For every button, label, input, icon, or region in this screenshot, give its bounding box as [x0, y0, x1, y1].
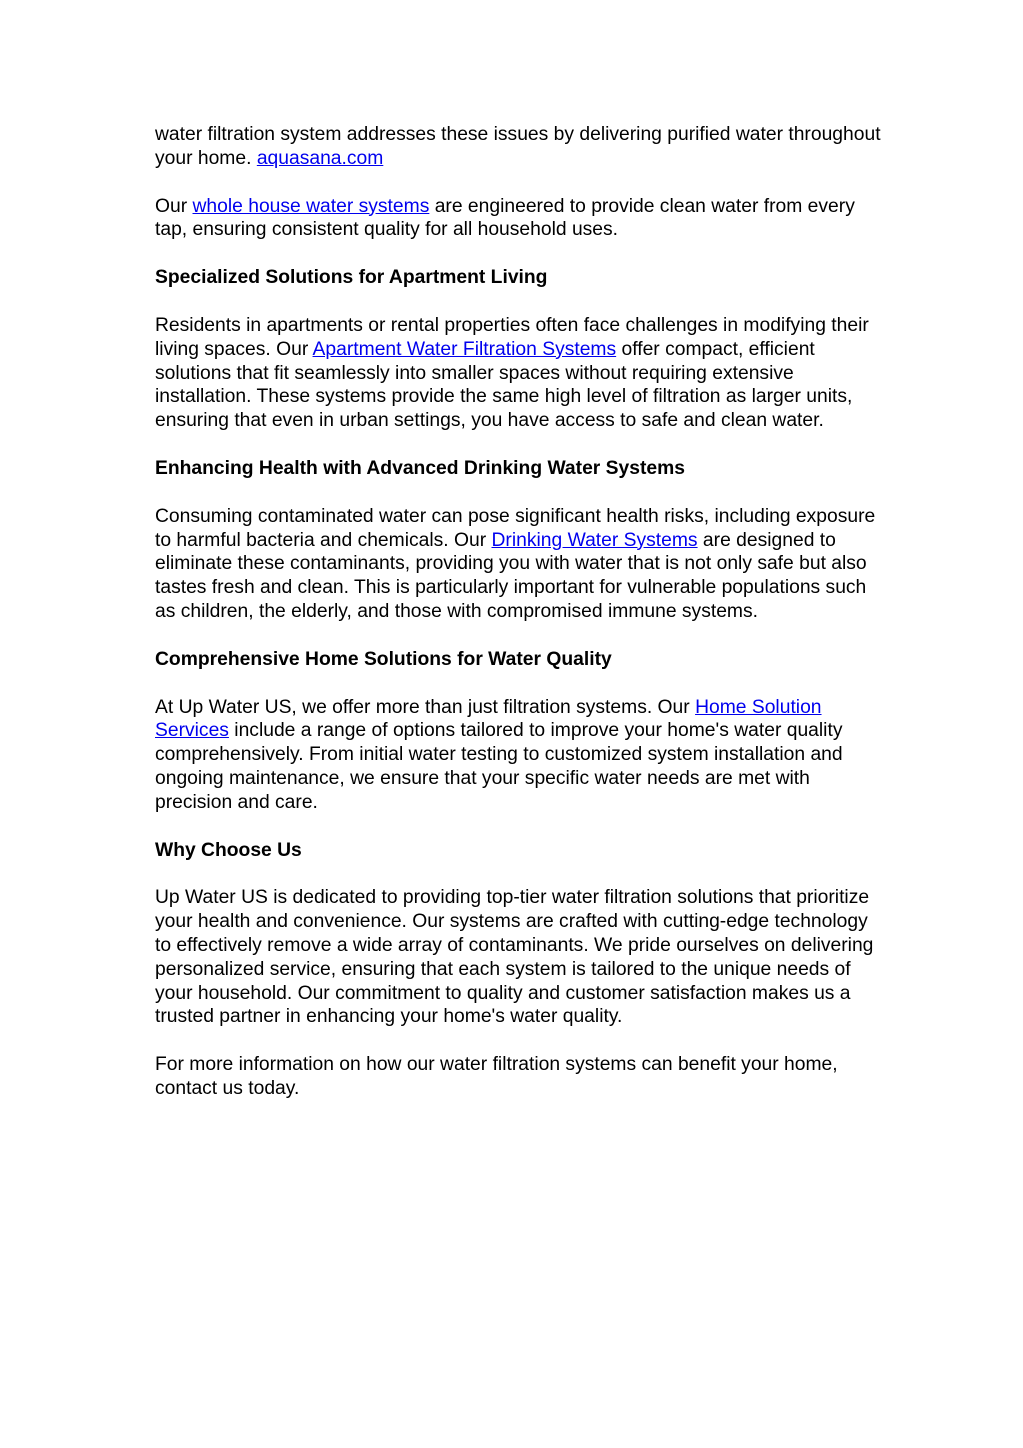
- whole-house-text-2: are engineered to provide clean water from every tap, ensuring consistent quality for all household uses.: [155, 195, 855, 241]
- aquasana-link[interactable]: aquasana.com: [256, 147, 384, 169]
- whole-house-systems-link[interactable]: whole house water systems: [192, 195, 430, 217]
- home-solution-services-link[interactable]: Home Solution Services: [155, 696, 822, 742]
- home-solutions-text-1: At Up Water US, we offer more than just filtration systems. Our: [155, 696, 696, 718]
- document-page: [155, 123, 885, 1125]
- home-solutions-text-2: include a range of options tailored to improve your home's water quality comprehensively. From initial water testing to customized system installation and ongoing maintenance, we ensure that your specific water needs are met with precision and care.: [155, 720, 843, 813]
- apartment-text-1: Residents in apartments or rental properties often face challenges in modifying their living spaces. Our: [155, 314, 869, 360]
- why-choose-heading: Why Choose Us: [155, 839, 302, 861]
- apartment-text-2: offer compact, efficient solutions that fit seamlessly into smaller spaces without requiring extensive installation. These systems provide the same high level of filtration as larger units, ensuring that even in urban settings, you have access to safe and clean water.: [155, 338, 853, 432]
- apartment-paragraph: [155, 314, 885, 433]
- drinking-systems-link[interactable]: Drinking Water Systems: [491, 529, 698, 551]
- drinking-heading: Enhancing Health with Advanced Drinking Water Systems: [155, 457, 685, 479]
- home-solutions-paragraph: [155, 696, 885, 815]
- home-solutions-heading: Comprehensive Home Solutions for Water Quality: [155, 648, 612, 670]
- drinking-text-1: Consuming contaminated water can pose significant health risks, including exposure to harmful bacteria and chemicals. Our: [155, 505, 876, 551]
- apartment-heading: Specialized Solutions for Apartment Living: [155, 267, 548, 289]
- drinking-text-2: are designed to eliminate these contaminants, providing you with water that is not only safe but also tastes fresh and clean. This is particularly important for vulnerable populations such as children, the elderly, and those with compromised immune systems.: [155, 529, 867, 622]
- apartment-systems-link[interactable]: Apartment Water Filtration Systems: [312, 338, 617, 360]
- intro-text: water filtration system addresses these issues by delivering purified water throughout your home.: [155, 124, 881, 169]
- whole-house-paragraph: [155, 195, 885, 243]
- whole-house-text-1: Our: [155, 195, 193, 217]
- contact-paragraph: For more information on how our water filtration systems can benefit your home, contact us today.: [155, 1054, 838, 1099]
- intro-paragraph: [155, 123, 885, 171]
- why-choose-paragraph: Up Water US is dedicated to providing top-tier water filtration solutions that prioritize your health and convenience. Our systems are crafted with cutting-edge technology to effectively remove a wide array of contaminants. We pride ourselves on delivering personalized service, ensuring that each system is tailored to the unique needs of your household. Our commitment to quality and customer satisfaction makes us a trusted partner in enhancing your home's water quality.: [155, 887, 874, 1028]
- drinking-paragraph: [155, 505, 885, 624]
